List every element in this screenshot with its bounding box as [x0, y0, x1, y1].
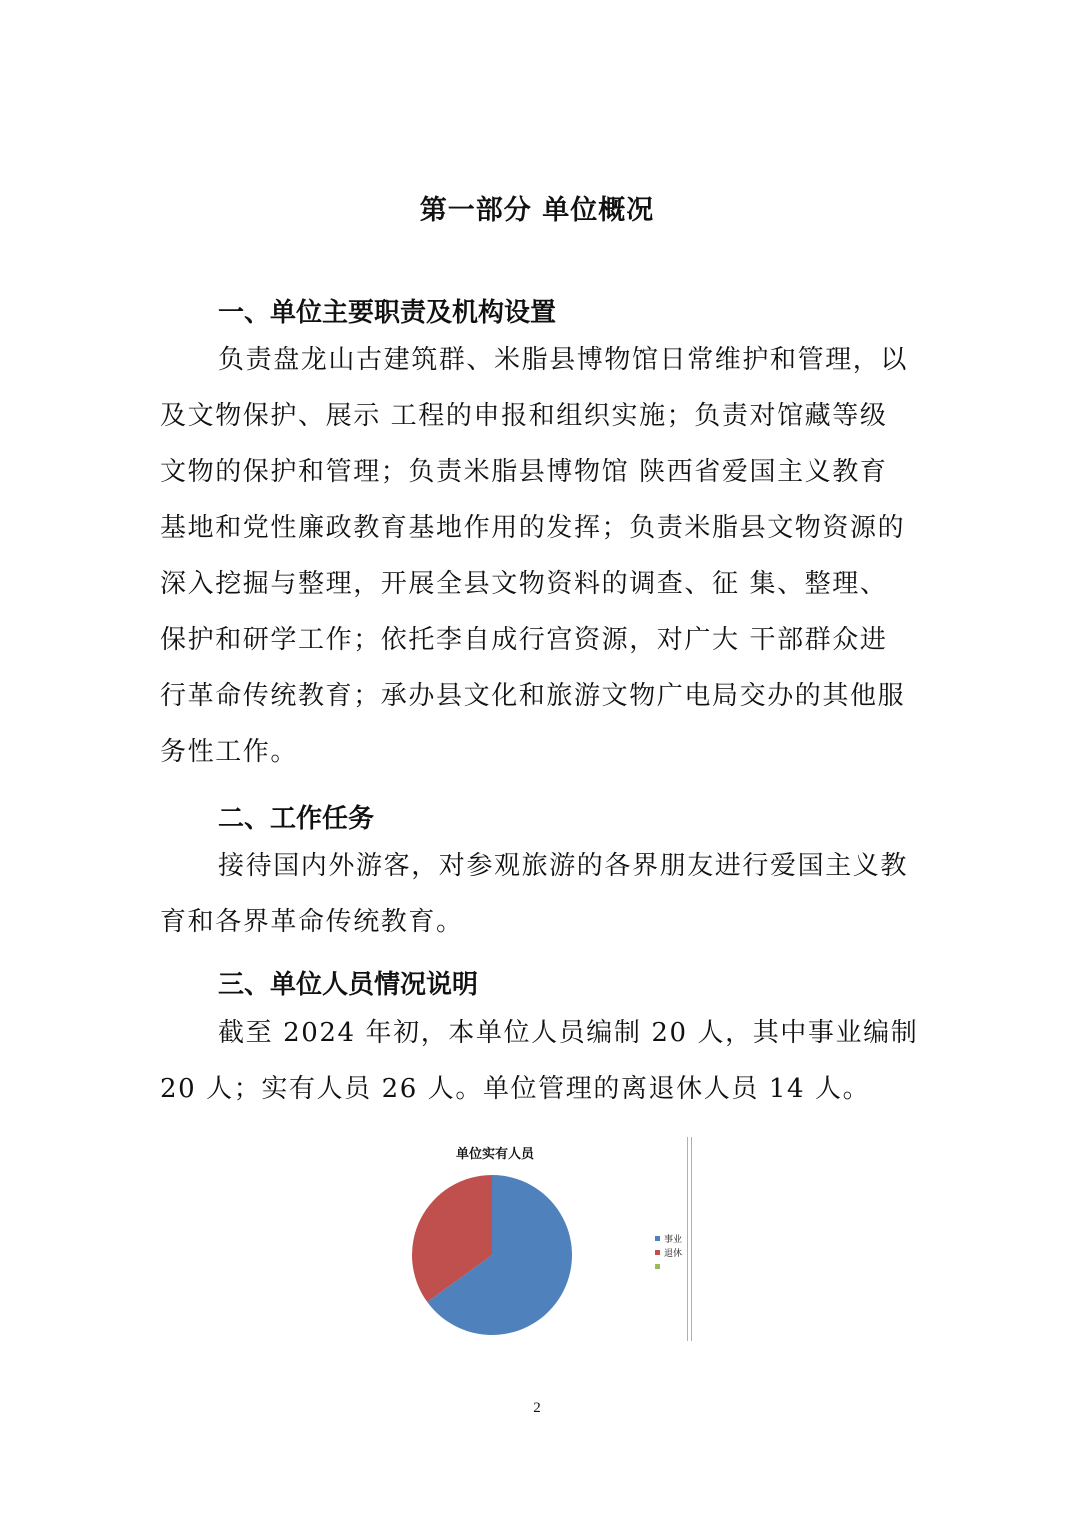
legend-label: 事业 [664, 1234, 683, 1245]
page-number: 2 [533, 1400, 541, 1416]
body-line: 20 人；实有人员 26 人。单位管理的离退休人员 14 人。 [160, 1074, 871, 1104]
body-line: 负责盘龙山古建筑群、米脂县博物馆日常维护和管理，以 [218, 345, 909, 375]
body-line: 基地和党性廉政教育基地作用的发挥；负责米脂县文物资源的 [160, 513, 906, 543]
body-line: 接待国内外游客，对参观旅游的各界朋友进行爱国主义教 [218, 851, 909, 881]
legend-label: 退休 [664, 1248, 683, 1259]
chart-legend [655, 1231, 682, 1273]
body-line: 保护和研学工作；依托李自成行宫资源，对广大 干部群众进 [160, 625, 888, 655]
legend-item [655, 1245, 682, 1259]
legend-item [655, 1231, 682, 1245]
body-line: 截至 2024 年初，本单位人员编制 20 人，其中事业编制 [218, 1018, 919, 1048]
section-heading-staff: 三、单位人员情况说明 [218, 970, 479, 1000]
legend-swatch [655, 1264, 660, 1269]
section-body-staff [160, 1005, 926, 1117]
page-title: 第一部分 单位概况 [419, 195, 655, 226]
section-heading-duties: 一、单位主要职责及机构设置 [218, 298, 557, 328]
legend-item [655, 1259, 682, 1273]
body-line: 务性工作。 [160, 737, 299, 767]
staff-pie-chart [400, 1135, 700, 1345]
body-line: 及文物保护、展示 工程的申报和组织实施；负责对馆藏等级 [160, 401, 888, 431]
body-line: 文物的保护和管理；负责米脂县博物馆 陕西省爱国主义教育 [160, 457, 888, 487]
section-body-duties [160, 332, 926, 780]
body-line: 深入挖掘与整理，开展全县文物资料的调查、征 集、整理、 [160, 569, 888, 599]
body-line: 育和各界革命传统教育。 [160, 907, 464, 937]
chart-frame-border [687, 1137, 692, 1341]
section-heading-tasks: 二、工作任务 [218, 804, 375, 834]
body-line: 行革命传统教育；承办县文化和旅游文物广电局交办的其他服 [160, 681, 906, 711]
legend-swatch [655, 1236, 660, 1241]
pie-svg [400, 1135, 600, 1345]
section-body-tasks [160, 838, 926, 950]
chart-title: 单位实有人员 [455, 1147, 534, 1162]
legend-swatch [655, 1250, 660, 1255]
